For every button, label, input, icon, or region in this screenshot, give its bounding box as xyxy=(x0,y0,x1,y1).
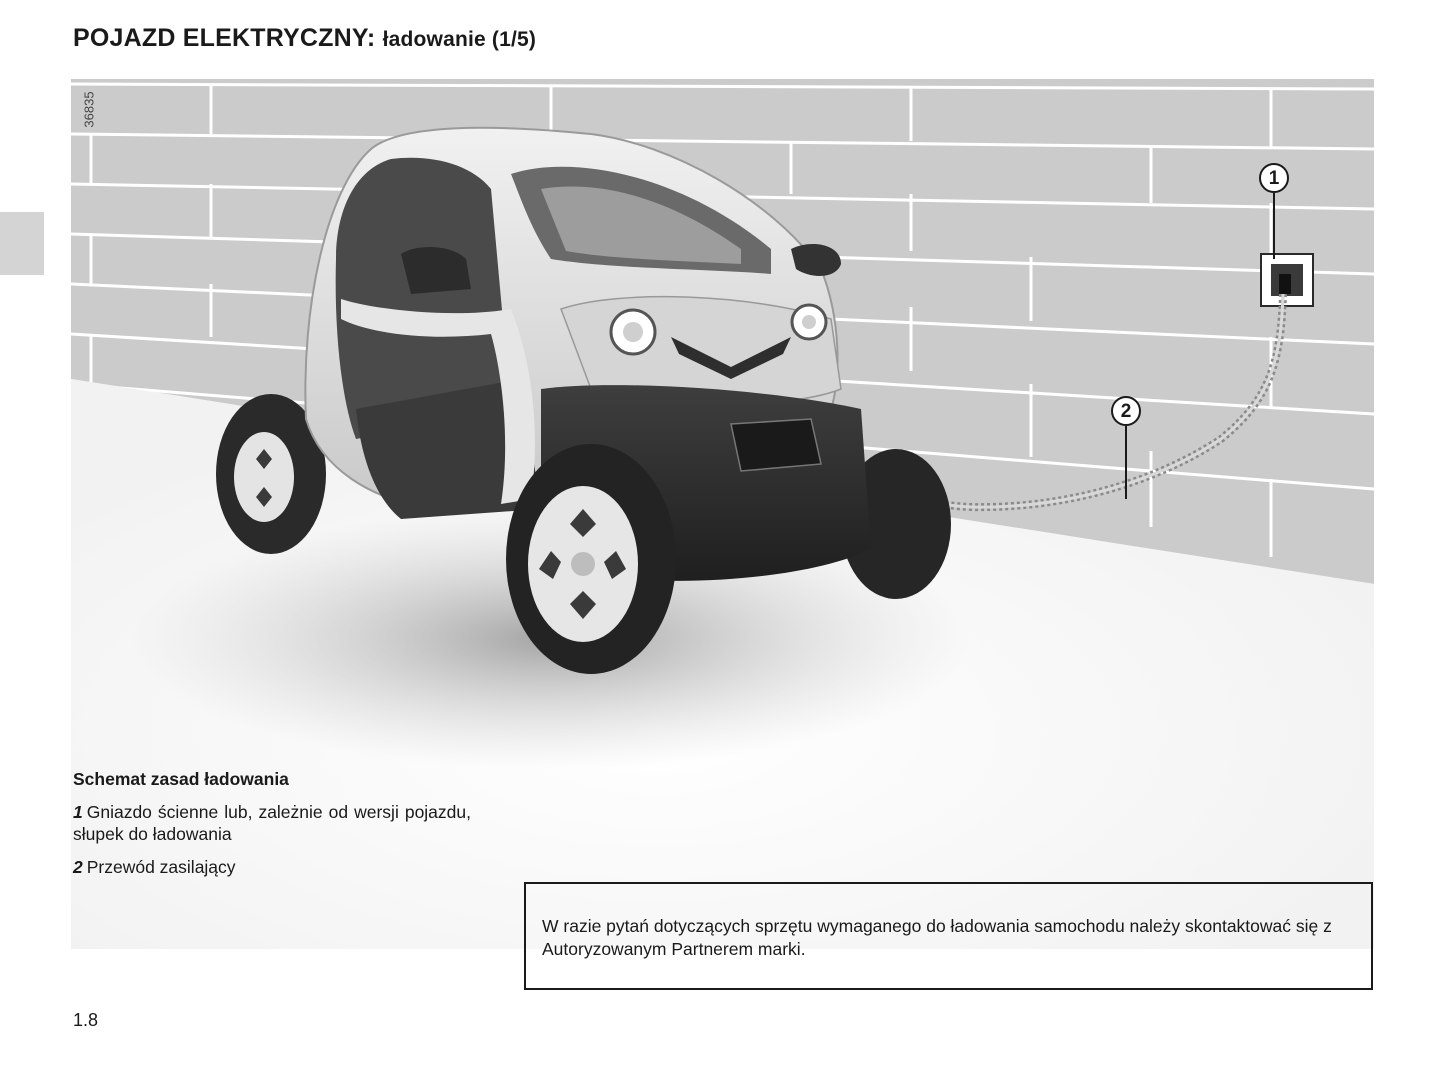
legend-item-text: Przewód zasilający xyxy=(86,857,236,877)
legend-item xyxy=(73,801,471,845)
callout-2: 2 xyxy=(1111,396,1141,426)
page-title xyxy=(73,24,536,53)
legend-item-number: 1 xyxy=(73,802,83,822)
legend-item-text: Gniazdo ścienne lub, zależnie od wersji pojazdu, słupek do ładowania xyxy=(73,802,471,844)
legend-item-number: 2 xyxy=(73,857,83,877)
section-tab xyxy=(0,212,44,275)
wall-socket xyxy=(1261,254,1313,306)
callout-1: 1 xyxy=(1259,163,1289,193)
legend-heading: Schemat zasad ładowania xyxy=(73,769,289,789)
legend xyxy=(73,768,471,889)
title-sub: ładowanie (1/5) xyxy=(382,28,537,51)
info-note-box xyxy=(524,882,1373,990)
figure-number: 36835 xyxy=(81,91,97,128)
info-note-text: W razie pytań dotyczących sprzętu wymaganego do ładowania samochodu należy skontaktować się z Autoryzowanym Partnerem marki. xyxy=(542,916,1332,959)
title-main: POJAZD ELEKTRYCZNY: xyxy=(73,24,376,52)
legend-item xyxy=(73,856,471,878)
page-number: 1.8 xyxy=(73,1010,99,1030)
